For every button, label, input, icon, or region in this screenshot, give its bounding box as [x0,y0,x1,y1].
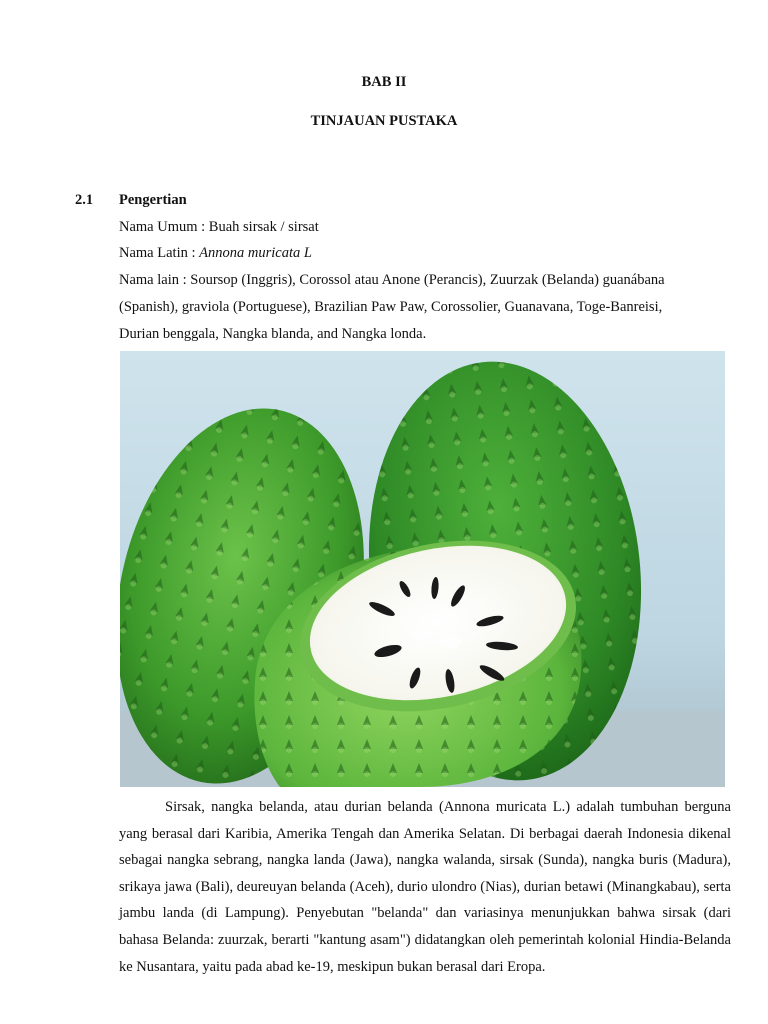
chapter-title: TINJAUAN PUSTAKA [310,113,458,129]
section-number: 2.1 [75,192,94,208]
other-names-line-1: Nama lain : Soursop (Inggris), Corossol atau Anone (Perancis), Zuurzak (Belanda) guanábana [119,272,665,288]
latin-name-label: Nama Latin : [119,245,200,261]
other-names-line-3: Durian benggala, Nangka blanda, and Nangka londa. [119,326,427,342]
chapter-number: BAB II [361,74,407,90]
section-title: Pengertian [119,192,187,208]
paragraph-text: Sirsak, nangka belanda, atau durian belanda (Annona muricata L.) adalah tumbuhan berguna yang berasal dari Karibia, Amerika Tengah dan Amerika Selatan. Di berbagai daerah Indonesia dikenal sebagai nangka sebrang, nangka landa (Jawa), nangka walanda, sirsak (Sunda), nangka buris (Madura), srikaya jawa (Bali), deureuyan belanda (Aceh), durio ulondro (Nias), durian betawi (Minangkabau), serta jambu landa (di Lampung). Penyebutan "belanda" dan variasinya menunjukkan bahwa sirsak (dari bahasa Belanda: zuurzak, berarti "kantung asam") didatangkan oleh pemerintah kolonial Hindia-Belanda ke Nusantara, yaitu pada abad ke-19, meskipun bukan berasal dari Eropa. [119,799,731,975]
soursop-photo [120,351,725,787]
common-name-line: Nama Umum : Buah sirsak / sirsat [119,219,319,235]
latin-name-line [119,245,312,262]
body-paragraph [119,794,731,980]
other-names-line-2: (Spanish), graviola (Portuguese), Brazilian Paw Paw, Corossolier, Guanavana, Toge-Banreisi, [119,299,663,315]
latin-name-value: Annona muricata L [199,245,312,261]
